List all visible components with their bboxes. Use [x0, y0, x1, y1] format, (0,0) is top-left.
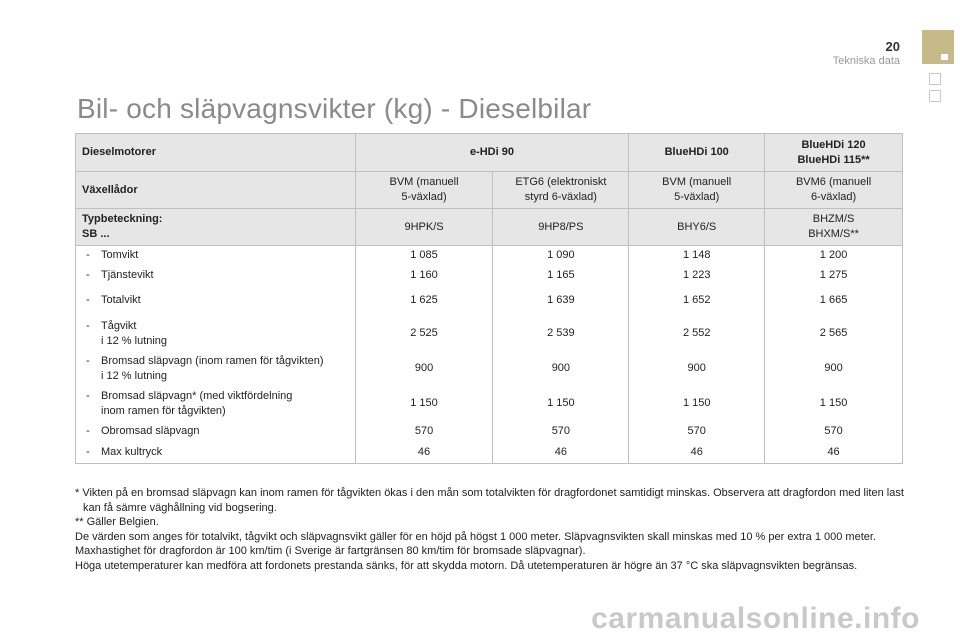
side-marker-2 [929, 90, 941, 102]
row-value: 1 150 [765, 386, 903, 422]
row-value: 46 [629, 442, 765, 464]
dash-bullet: - [86, 354, 90, 367]
dash-bullet: - [86, 425, 90, 437]
row-value: 1 160 [355, 266, 493, 286]
row-value: 1 639 [493, 286, 629, 316]
weights-table [75, 133, 903, 464]
engine-bluehdi100: BlueHDi 100 [629, 134, 765, 172]
notes [75, 486, 905, 573]
dash-bullet: - [86, 445, 90, 458]
row-value: 900 [355, 352, 493, 386]
row-value: 900 [493, 352, 629, 386]
tab-dot [941, 54, 948, 60]
row-label [76, 386, 356, 422]
row-label-text [101, 445, 162, 460]
row-value: 2 565 [765, 316, 903, 352]
engine-row [76, 134, 903, 172]
gearbox-cell [765, 172, 903, 209]
row-label-line: Bromsad släpvagn (inom ramen för tågvikten) [101, 354, 324, 367]
table-row [76, 316, 903, 352]
gearbox-cell [355, 172, 493, 209]
row-value: 900 [765, 352, 903, 386]
gearbox-cell [629, 172, 765, 209]
row-value: 46 [493, 442, 629, 464]
gearbox-line: 5-växlad) [674, 191, 720, 203]
engine-bluehdi120 [765, 134, 903, 172]
gearbox-line: 6-växlad) [810, 191, 857, 203]
footnote-braked-trailer: * Vikten på en bromsad släpvagn kan inom ramen för tågvikten ökas i den mån som totalvikten för dragfordonet samtidigt minskas. Observera att dragfordon med liten last kan få sämre väghållning vid bogsering. [75, 487, 904, 514]
row-label-line: Totalvikt [101, 294, 141, 306]
gearbox-cell [493, 172, 629, 209]
row-label-line: Bromsad släpvagn* (med viktfördelning [101, 389, 293, 402]
dash-bullet: - [86, 294, 90, 306]
row-value: 1 200 [765, 246, 903, 266]
type-cell: 9HP8/PS [493, 209, 629, 246]
row-label-line: Tomvikt [101, 249, 139, 262]
table-row [76, 386, 903, 422]
page-header [833, 40, 900, 68]
row-label-text [101, 248, 138, 263]
row-value: 1 625 [355, 286, 493, 316]
type-line: BHXM/S** [808, 228, 859, 240]
dash-bullet: - [86, 319, 90, 332]
page-title: Bil- och släpvagnsvikter (kg) - Dieselbilar [77, 93, 592, 124]
type-label [76, 209, 356, 246]
weights-body [76, 246, 903, 464]
table-row [76, 442, 903, 464]
row-value: 570 [765, 422, 903, 442]
row-label [76, 352, 356, 386]
table-row [76, 246, 903, 266]
row-label-line: Obromsad släpvagn [101, 425, 200, 437]
table-row [76, 352, 903, 386]
row-label-text [101, 293, 141, 308]
row-value: 570 [355, 422, 493, 442]
type-label-line: SB ... [82, 228, 110, 240]
row-value: 2 525 [355, 316, 493, 352]
type-cell [765, 209, 903, 246]
engine-bluehdi120-name: BlueHDi 120 [801, 138, 866, 151]
row-label-text [101, 319, 167, 349]
engine-label: Dieselmotorer [76, 134, 356, 172]
gearbox-line: BVM (manuell [662, 176, 732, 188]
page-number: 20 [885, 39, 900, 54]
row-value: 1 652 [629, 286, 765, 316]
row-value: 1 165 [493, 266, 629, 286]
row-label-line: Tjänstevikt [101, 269, 154, 281]
gearbox-line: styrd 6-växlad) [524, 191, 597, 203]
row-label [76, 246, 356, 266]
dash-bullet: - [86, 249, 90, 262]
side-marker-1 [929, 73, 941, 85]
table-row [76, 286, 903, 316]
gearbox-line: 5-växlad) [401, 191, 447, 203]
row-label-text [101, 389, 292, 419]
row-value: 1 223 [629, 266, 765, 286]
gearbox-line: ETG6 (elektroniskt [515, 176, 607, 188]
row-value: 1 275 [765, 266, 903, 286]
row-value: 2 552 [629, 316, 765, 352]
row-value: 2 539 [493, 316, 629, 352]
row-value: 1 665 [765, 286, 903, 316]
type-cell: BHY6/S [629, 209, 765, 246]
row-label-line: Max kultryck [101, 445, 163, 458]
type-cell: 9HPK/S [355, 209, 493, 246]
page-tab-marker [922, 30, 954, 64]
gearbox-row [76, 172, 903, 209]
row-label-text [101, 424, 199, 439]
row-label [76, 422, 356, 442]
gearbox-label: Växellådor [76, 172, 356, 209]
watermark: carmanualsonline.info [591, 602, 920, 635]
dash-bullet: - [86, 389, 90, 402]
table-row [76, 266, 903, 286]
row-value: 1 150 [493, 386, 629, 422]
row-label [76, 266, 356, 286]
row-value: 1 150 [629, 386, 765, 422]
row-value: 1 090 [493, 246, 629, 266]
row-label [76, 316, 356, 352]
engine-ehdi90: e-HDi 90 [355, 134, 629, 172]
row-value: 1 150 [355, 386, 493, 422]
row-label-text [101, 354, 324, 384]
row-label-text [101, 268, 154, 283]
note-max-speed: Maxhastighet för dragfordon är 100 km/tim (i Sverige är fartgränsen 80 km/tim för bromsade släpvagnar). [75, 545, 586, 557]
row-value: 1 148 [629, 246, 765, 266]
row-label [76, 442, 356, 464]
row-value: 570 [493, 422, 629, 442]
row-label-line: Tågvikt [101, 319, 137, 332]
row-value: 46 [355, 442, 493, 464]
type-row [76, 209, 903, 246]
row-value: 46 [765, 442, 903, 464]
row-value: 1 085 [355, 246, 493, 266]
row-value: 900 [629, 352, 765, 386]
type-label-line: Typbeteckning: [82, 213, 163, 225]
engine-bluehdi115-name: BlueHDi 115** [797, 153, 870, 166]
row-label [76, 286, 356, 316]
dash-bullet: - [86, 269, 90, 281]
note-temperature: Höga utetemperaturer kan medföra att fordonets prestanda sänks, för att skydda motorn. Då utetemperaturen är högre än 37 °C ska släpvagnsvikten begränsas. [75, 559, 858, 572]
row-label-line: inom ramen för tågvikten) [101, 404, 226, 417]
row-label-line: i 12 % lutning [101, 334, 168, 347]
section-title: Tekniska data [832, 55, 900, 67]
type-line: BHZM/S [812, 213, 855, 225]
table-row [76, 422, 903, 442]
gearbox-line: BVM6 (manuell [795, 176, 872, 188]
footnote-belgium: ** Gäller Belgien. [75, 516, 159, 528]
note-altitude: De värden som anges för totalvikt, tågvikt och släpvagnsvikt gäller för en höjd på högst 1 000 meter. Släpvagnsvikten skall minskas med 10 % per extra 1 000 meter. [75, 530, 876, 543]
row-value: 570 [629, 422, 765, 442]
row-label-line: i 12 % lutning [101, 369, 168, 382]
gearbox-line: BVM (manuell [389, 176, 459, 188]
